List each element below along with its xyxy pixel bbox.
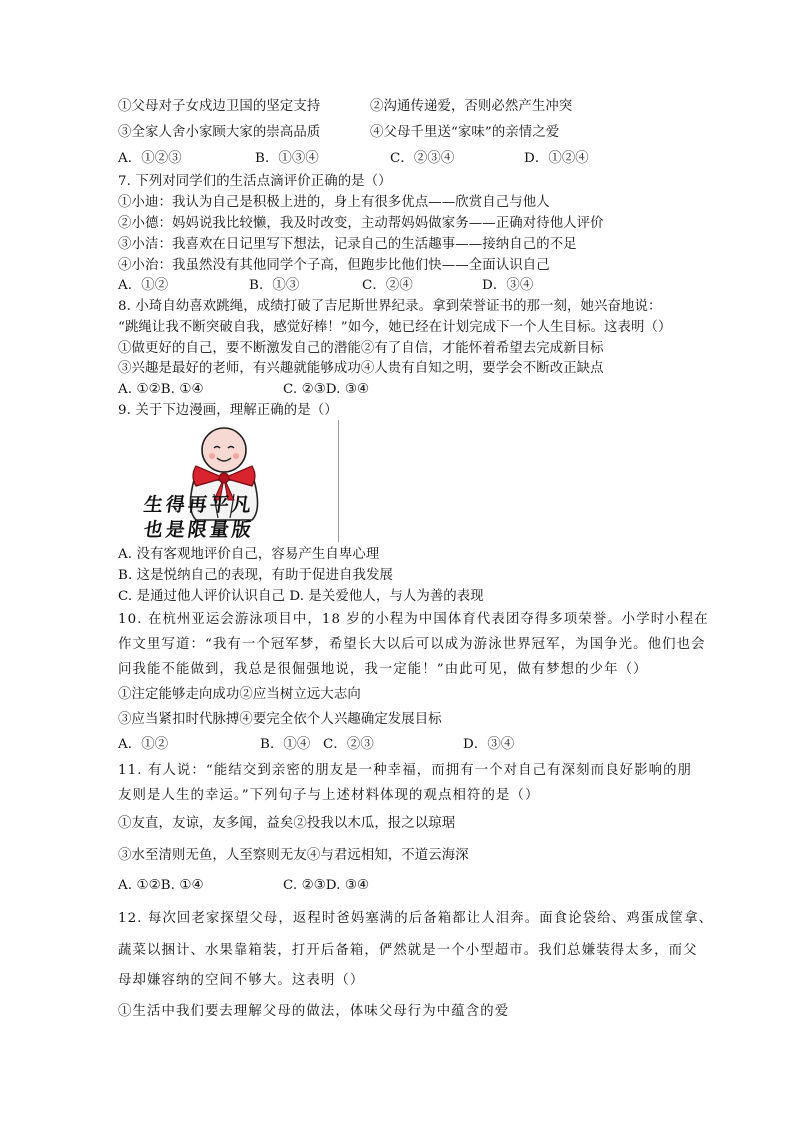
q11-stem-1: 11. 有人说：“能结交到亲密的朋友是一种幸福，而拥有一个对自己有深刻而良好影响的朋 bbox=[118, 763, 693, 778]
q11-choices-cd: C. ②③D. ③④ bbox=[283, 878, 370, 893]
q6-choice-a: A．①②③ bbox=[118, 151, 182, 166]
q10-choice-d: D．③④ bbox=[463, 737, 515, 752]
q6-option-4: ④父母千里送“家味”的亲情之爱 bbox=[370, 125, 560, 140]
q10-choice-c: C．②③ bbox=[323, 737, 374, 752]
q7-choice-c: C．②④ bbox=[362, 278, 413, 293]
q9-choice-a: A. 没有客观地评价自己，容易产生自卑心理 bbox=[118, 547, 380, 562]
q11-line-1: ①友直，友谅，友多闻，益矣②投我以木瓜，报之以琼琚 bbox=[118, 816, 456, 831]
q9-stem: 9. 关于下边漫画，理解正确的是（） bbox=[118, 403, 338, 418]
q11-choices-ab: A. ①②B. ①④ bbox=[118, 878, 204, 893]
q6-option-1: ①父母对子女戍边卫国的坚定支持 bbox=[118, 99, 321, 114]
q11-stem-2: 友则是人生的幸运。”下列句子与上述材料体现的观点相符的是（） bbox=[118, 788, 540, 803]
q8-choices-ab: A. ①②B. ①④ bbox=[118, 382, 204, 397]
q10-line-1: ①注定能够走向成功②应当树立远大志向 bbox=[118, 687, 361, 702]
q8-line-1: ①做更好的自己，要不断激发自己的潜能②有了自信，才能怀着希望去完成新目标 bbox=[118, 341, 604, 356]
comic-caption-line-2: 也是限量版 bbox=[142, 519, 256, 541]
q6-options-row-1 bbox=[118, 98, 573, 115]
q6-option-3: ③全家人舍小家顾大家的崇高品质 bbox=[118, 125, 321, 140]
q10-choice-b: B．①④ bbox=[260, 737, 311, 752]
q6-choice-b: B．①③④ bbox=[255, 151, 319, 166]
q8-stem-2: “跳绳让我不断突破自我，感觉好棒！”如今，她已经在计划完成下一个人生目标。这表明（） bbox=[118, 320, 672, 335]
q7-line-2: ②小德：妈妈说我比较懒，我及时改变，主动帮妈妈做家务——正确对待他人评价 bbox=[118, 216, 604, 231]
q10-stem-1: 10. 在杭州亚运会游泳项目中，18 岁的小程为中国体育代表团夺得多项荣誉。小学时小程在 bbox=[118, 612, 709, 627]
q8-line-2: ③兴趣是最好的老师，有兴趣就能够成功④人贵有自知之明，要学会不断改正缺点 bbox=[118, 361, 604, 376]
q10-stem-2: 作文里写道：“我有一个冠军梦，希望长大以后可以成为游泳世界冠军，为国争光。他们也会 bbox=[118, 637, 706, 652]
q7-stem: 7. 下列对同学们的生活点滴评价正确的是（） bbox=[118, 174, 392, 189]
comic-divider bbox=[338, 420, 339, 542]
q8-stem-1: 8. 小琦自幼喜欢跳绳，成绩打破了吉尼斯世界纪录。拿到荣誉证书的那一刻，她兴奋地说： bbox=[118, 299, 662, 314]
comic-caption-line-1: 生得再平凡 bbox=[142, 494, 256, 516]
q11-line-2: ③水至清则无鱼，人至察则无友④与君远相知，不道云海深 bbox=[118, 848, 469, 863]
q12-stem-3: 母却嫌容纳的空间不够大。这表明（） bbox=[118, 973, 365, 988]
q12-line-1: ①生活中我们要去理解父母的做法，体味父母行为中蕴含的爱 bbox=[118, 1004, 510, 1019]
q6-choice-c: C．②③④ bbox=[390, 151, 455, 166]
q7-choice-a: A．①② bbox=[118, 278, 169, 293]
q7-line-1: ①小迪：我认为自己是积极上进的，身上有很多优点——欣赏自己与他人 bbox=[118, 195, 550, 210]
q6-option-2: ②沟通传递爱，否则必然产生冲突 bbox=[370, 99, 573, 114]
q12-stem-2: 蔬菜以捆计、水果靠箱装，打开后备箱，俨然就是一个小型超市。我们总嫌装得太多，而父 bbox=[118, 943, 698, 958]
q12-stem-1: 12. 每次回老家探望父母，返程时爸妈塞满的后备箱都让人泪奔。面食论袋给、鸡蛋成筐拿、 bbox=[118, 911, 714, 926]
q6-choice-d: D．①②④ bbox=[524, 151, 589, 166]
q10-choice-a: A．①② bbox=[118, 737, 169, 752]
q9-choice-cd: C. 是通过他人评价认识自己 D. 是关爱他人，与人为善的表现 bbox=[118, 589, 484, 604]
q7-line-4: ④小治：我虽然没有其他同学个子高，但跑步比他们快——全面认识自己 bbox=[118, 258, 550, 273]
q8-choices-cd: C. ②③D. ③④ bbox=[283, 382, 370, 397]
q7-choice-b: B．①③ bbox=[249, 278, 300, 293]
q7-choice-d: D．③④ bbox=[482, 278, 534, 293]
q6-options-row-2 bbox=[118, 124, 560, 141]
q9-choice-b: B. 这是悦纳自己的表现，有助于促进自我发展 bbox=[118, 568, 393, 583]
q7-line-3: ③小洁：我喜欢在日记里写下想法，记录自己的生活趣事——接纳自己的不足 bbox=[118, 237, 577, 252]
q10-line-2: ③应当紧扣时代脉搏④要完全依个人兴趣确定发展目标 bbox=[118, 712, 442, 727]
q10-stem-3: 问我能不能做到，我总是很倔强地说，我一定能！”由此可见，做有梦想的少年（） bbox=[118, 662, 648, 677]
